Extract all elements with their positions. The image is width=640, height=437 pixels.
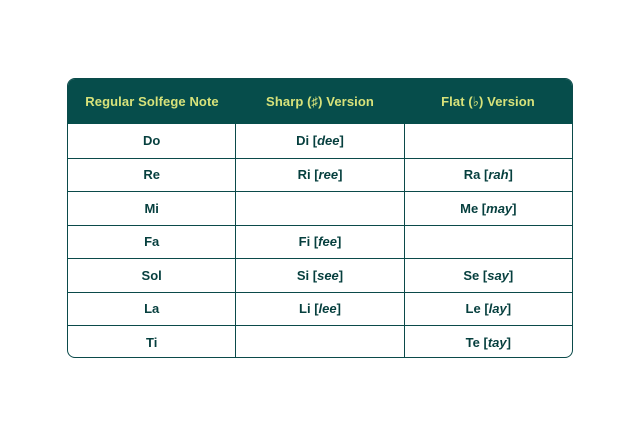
header-flat-version: Flat (♭) Version [441,93,535,109]
table-row [68,225,572,259]
sharp-syllable: Si [296,267,310,283]
note-cell: Sol [141,267,162,283]
bracket-open: [ [480,167,489,183]
sharp-cell [235,293,403,326]
bracket-open: [ [479,334,488,350]
bracket-open: [ [480,301,489,317]
flat-pronunciation: may [486,200,513,216]
sharp-cell [235,226,403,259]
sharp-cell [235,159,403,192]
note-cell: Ti [146,334,158,350]
sharp-cell [235,192,403,225]
sharp-cell [235,259,403,292]
flat-cell [404,259,572,292]
flat-cell [404,293,572,326]
bracket-close: ] [338,267,344,283]
note-cell: Fa [144,234,160,250]
table-header-row [68,79,572,124]
flat-syllable: Me [460,200,479,216]
flat-pronunciation: tay [487,334,507,350]
sharp-syllable: Fi [298,234,311,250]
flat-cell [404,326,572,358]
bracket-close: ] [508,167,513,183]
bracket-open: [ [310,234,319,250]
table-row [68,292,572,326]
note-cell: La [144,301,160,317]
flat-cell [404,192,572,225]
sharp-cell [235,124,403,158]
table-row [68,191,572,225]
header-regular-note: Regular Solfege Note [85,94,219,109]
bracket-close: ] [336,301,341,317]
bracket-close: ] [506,334,511,350]
sharp-pronunciation: fee [318,234,337,250]
solfege-table [67,78,573,358]
table-row [68,158,572,192]
bracket-open: [ [310,167,319,183]
flat-syllable: Ra [463,167,481,183]
bracket-close: ] [339,133,344,149]
bracket-open: [ [310,301,319,317]
bracket-close: ] [508,267,514,283]
flat-syllable: Le [465,301,481,317]
flat-pronunciation: lay [488,301,507,317]
note-cell: Do [142,133,161,149]
sharp-syllable: Ri [297,167,311,183]
bracket-close: ] [338,167,343,183]
sharp-syllable: Li [299,301,311,317]
table-row [68,258,572,292]
bracket-open: [ [309,267,318,283]
table-row [68,124,572,158]
sharp-pronunciation: ree [318,167,339,183]
table-row [68,325,572,358]
flat-syllable: Te [465,334,480,350]
sharp-syllable: Di [296,133,310,149]
header-sharp-version: Sharp (♯) Version [266,94,374,109]
flat-cell [404,226,572,259]
flat-pronunciation: say [487,267,509,283]
bracket-open: [ [309,133,318,149]
bracket-close: ] [506,301,512,317]
bracket-open: [ [478,200,487,216]
flat-cell [404,159,572,192]
bracket-close: ] [512,200,517,216]
sharp-pronunciation: lee [318,301,337,317]
flat-syllable: Se [463,267,480,283]
sharp-pronunciation: dee [317,133,340,149]
sharp-cell [235,326,403,358]
bracket-close: ] [336,234,342,250]
note-cell: Re [143,167,160,183]
table-body [68,124,572,358]
flat-cell [404,124,572,158]
sharp-pronunciation: see [317,267,339,283]
note-cell: Mi [144,200,159,216]
flat-pronunciation: rah [488,167,509,183]
bracket-open: [ [479,267,488,283]
